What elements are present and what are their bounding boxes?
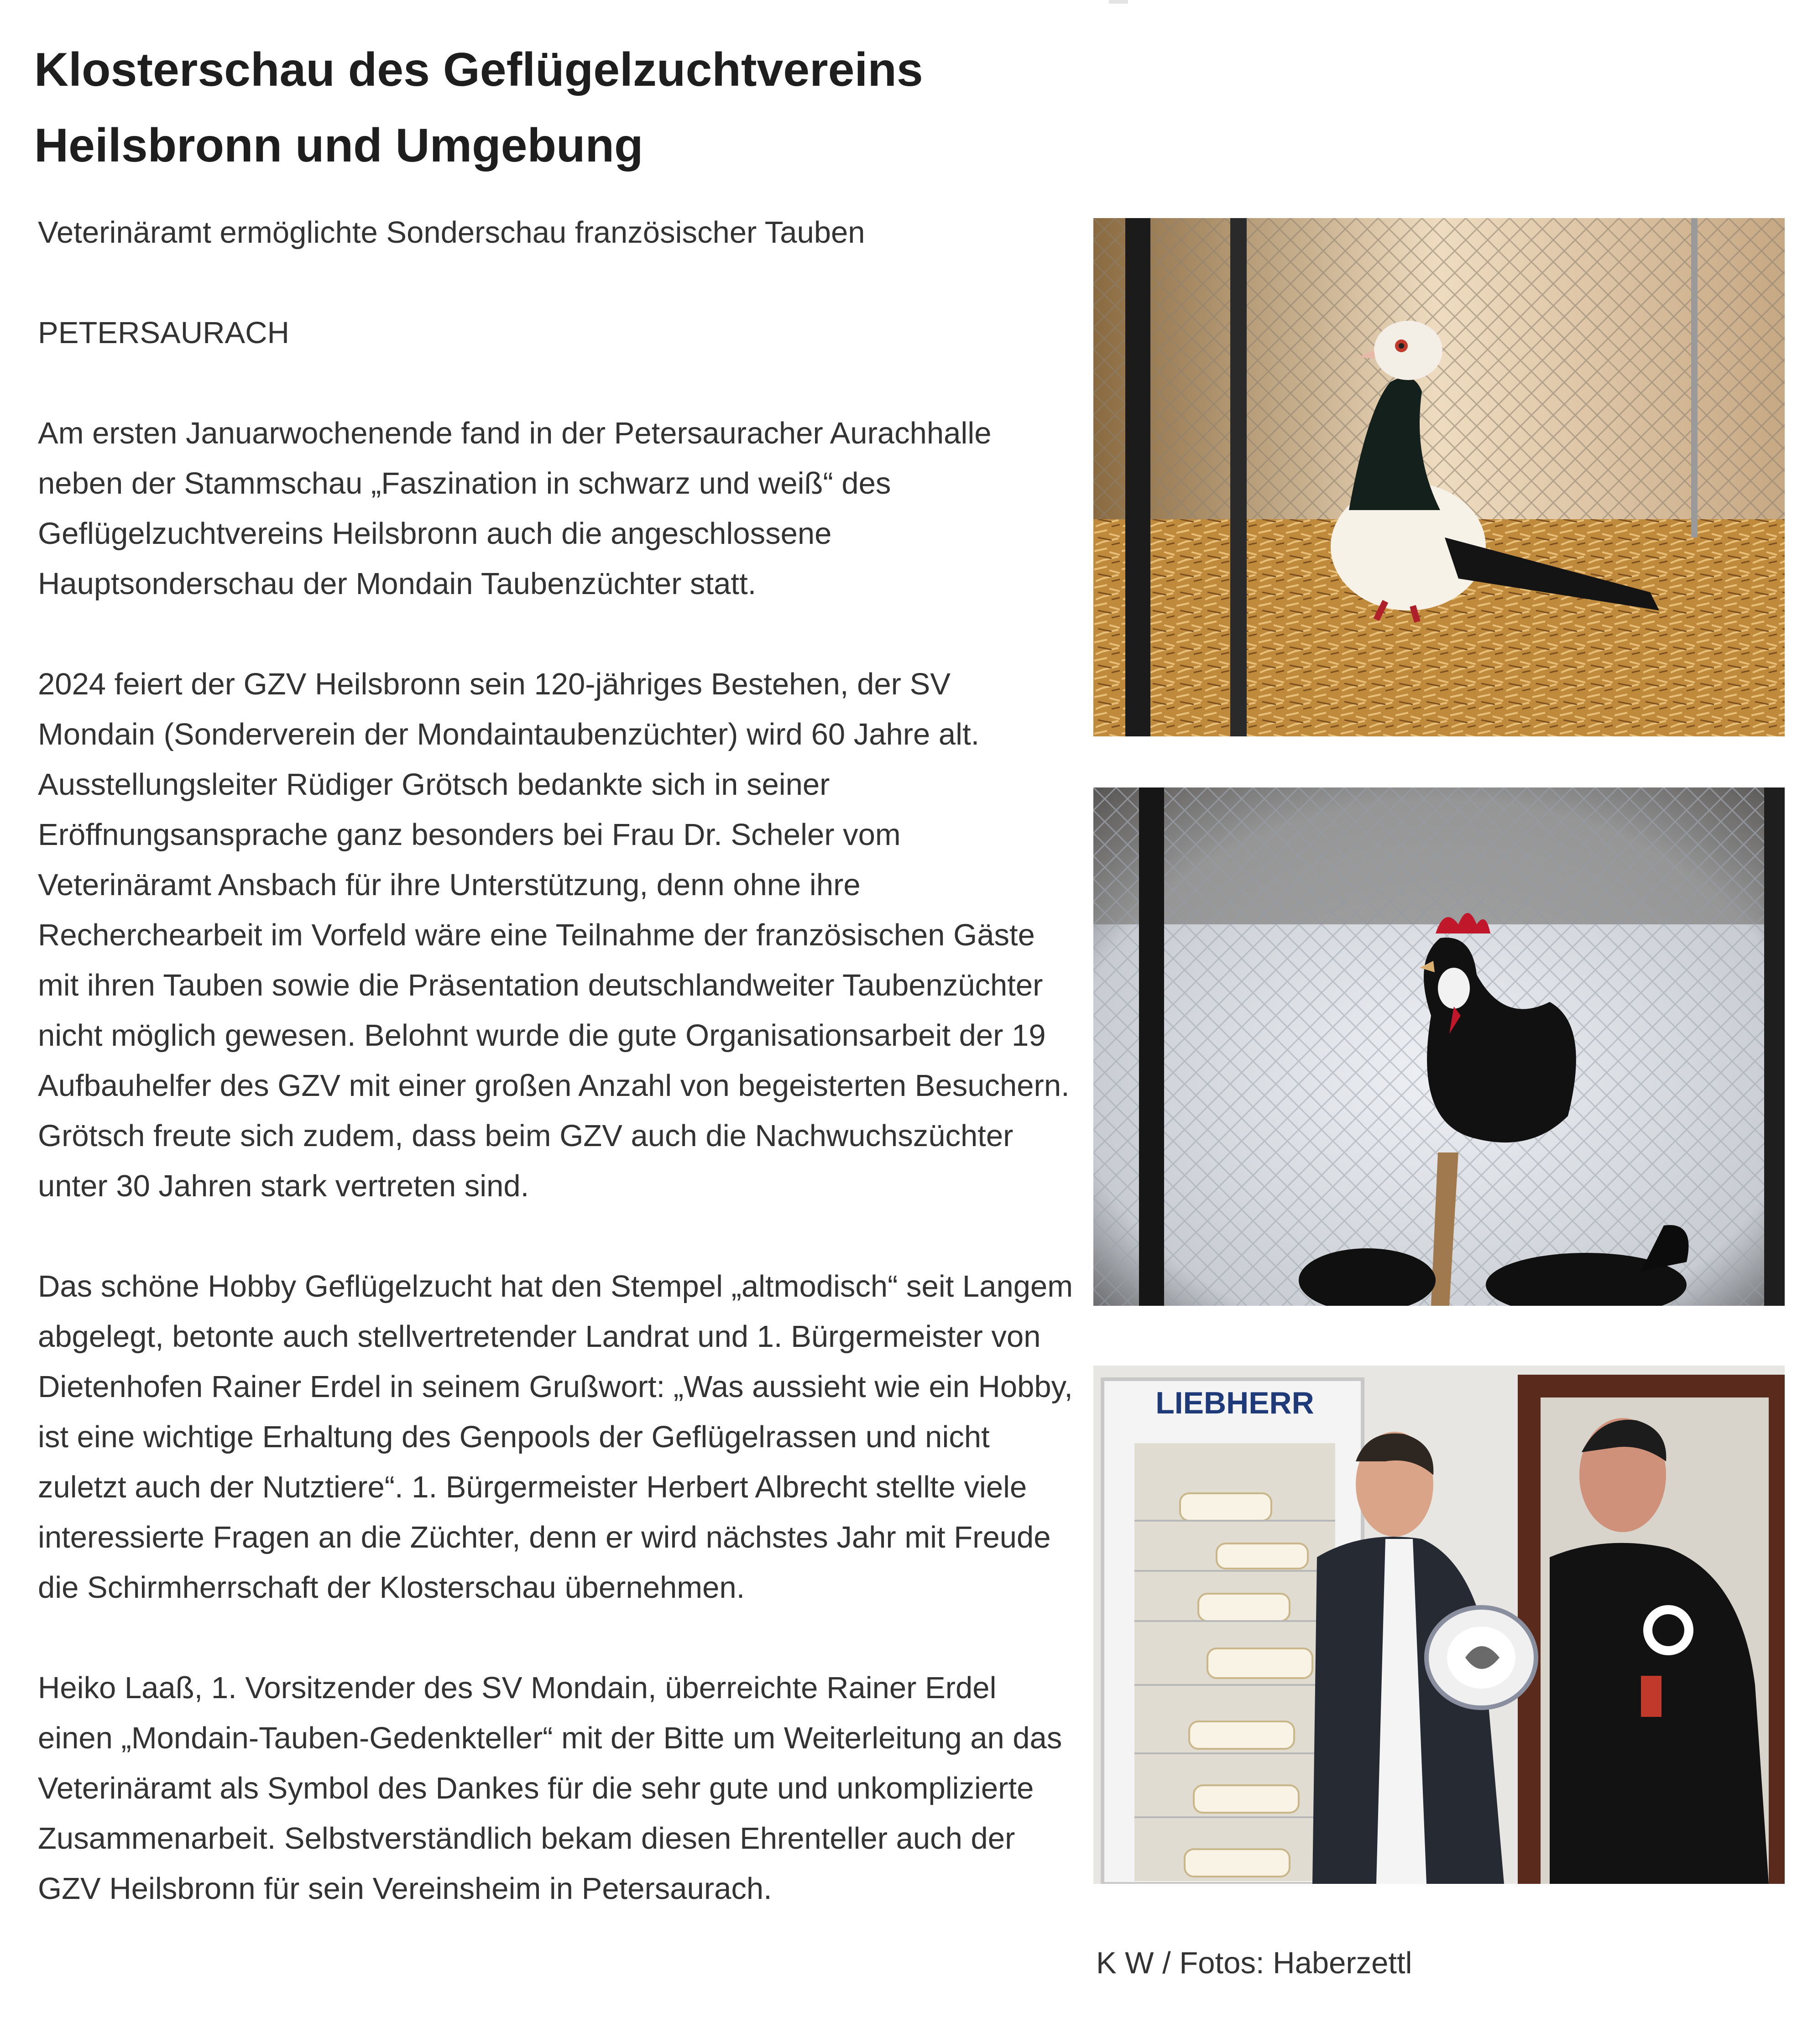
page-title: Klosterschau des Geflügelzuchtvereins Heilsbronn und Umgebung (34, 43, 923, 172)
photo-pigeon[interactable] (1093, 218, 1785, 736)
article-paragraph: Am ersten Januarwochenende fand in der Petersauracher Aurachhalle neben der Stammschau „Faszination in schwarz und weiß“ des Geflügelzuchtvereins Heilsbronn auch die angeschlossene Hauptsonderschau der Mondain Taubenzüchter statt. (38, 416, 992, 601)
top-edge-fragment (1109, 0, 1128, 4)
article-location: PETERSAURACH (38, 316, 289, 350)
photo-plate-presentation[interactable] (1093, 1366, 1785, 1884)
photo-rooster[interactable] (1093, 787, 1785, 1306)
article-paragraph: Heiko Laaß, 1. Vorsitzender des SV Mondain, überreichte Rainer Erdel einen „Mondain-Tauben-Gedenkteller“ mit der Bitte um Weiterleitung an das Veterinäramt als Symbol des Dankes für die sehr gute und unkomplizierte Zusammenarbeit. Selbstverständlich bekam diesen Ehrenteller auch der GZV Heilsbronn für sein Vereinsheim in Petersaurach. (38, 1671, 1062, 1906)
photo-caption: K W / Fotos: Haberzettl (1096, 1946, 1412, 1980)
fridge-brand-label: LIEBHERR (1155, 1386, 1314, 1420)
article-body (38, 208, 1074, 1964)
article-paragraph: Das schöne Hobby Geflügelzucht hat den Stempel „altmodisch“ seit Langem abgelegt, betonte auch stellvertretender Landrat und 1. Bürgermeister von Dietenhofen Rainer Erdel in seinem Grußwort: „Was aussieht wie ein Hobby, ist eine wichtige Erhaltung des Genpools der Geflügelrassen und nicht zuletzt auch der Nutztiere“. 1. Bürgermeister Herbert Albrecht stellte viele interessierte Fragen an die Züchter, denn er wird nächstes Jahr mit Freude die Schirmherrschaft der Klosterschau übernehmen. (38, 1269, 1073, 1605)
article-subtitle: Veterinäramt ermöglichte Sonderschau französischer Tauben (38, 215, 865, 250)
article-paragraph: 2024 feiert der GZV Heilsbronn sein 120-jähriges Bestehen, der SV Mondain (Sonderverein der Mondaintaubenzüchter) wird 60 Jahre alt. Ausstellungsleiter Rüdiger Grötsch bedankte sich in seiner Eröffnungsansprache ganz besonders bei Frau Dr. Scheler vom Veterinäramt Ansbach für ihre Unterstützung, denn ohne ihre Recherchearbeit im Vorfeld wäre eine Teilnahme der französischen Gäste mit ihren Tauben sowie die Präsentation deutschlandweiter Taubenzüchter nicht möglich gewesen. Belohnt wurde die gute Organisationsarbeit der 19 Aufbauhelfer des GZV mit einer großen Anzahl von begeisterten Besuchern. Grötsch freute sich zudem, dass beim GZV auch die Nachwuchszüchter unter 30 Jahren stark vertreten sind. (38, 667, 1070, 1203)
